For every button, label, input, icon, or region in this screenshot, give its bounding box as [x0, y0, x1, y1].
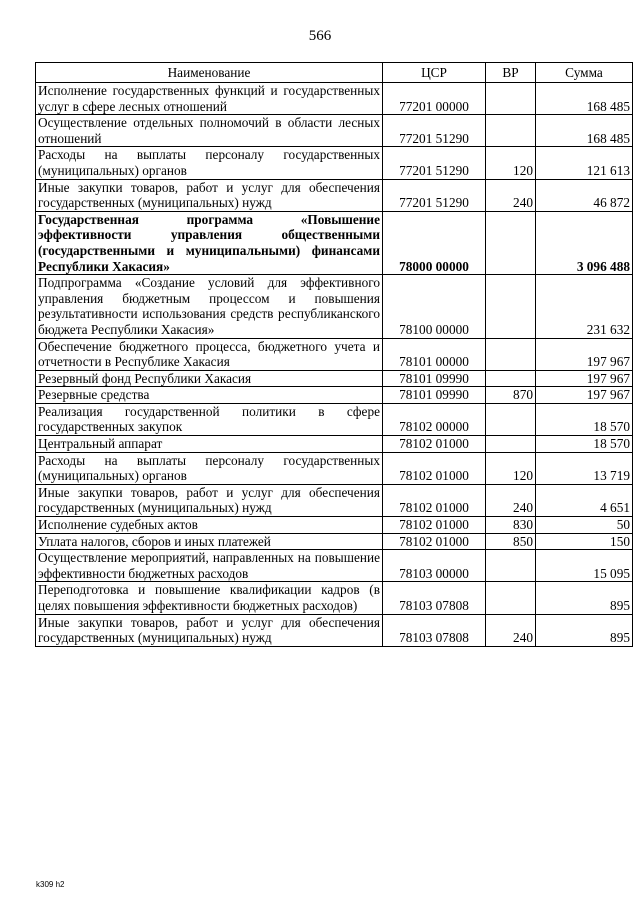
table-row	[36, 370, 633, 387]
cell-csr: 78100 00000	[383, 275, 486, 338]
table-row	[36, 582, 633, 614]
cell-csr: 78102 01000	[383, 517, 486, 534]
table-row	[36, 115, 633, 147]
cell-vr: 240	[486, 614, 536, 646]
cell-csr: 77201 00000	[383, 83, 486, 115]
header-name: Наименование	[36, 63, 383, 83]
table-row	[36, 275, 633, 338]
cell-sum: 18 570	[536, 403, 633, 435]
table-row	[36, 211, 633, 274]
cell-name: Осуществление мероприятий, направленных на повышение эффективности бюджетных расходов	[36, 550, 383, 582]
cell-vr	[486, 115, 536, 147]
cell-vr	[486, 338, 536, 370]
budget-table	[35, 62, 633, 647]
cell-name: Резервный фонд Республики Хакасия	[36, 370, 383, 387]
cell-csr: 78000 00000	[383, 211, 486, 274]
cell-name: Подпрограмма «Создание условий для эффективного управления бюджетным процессом и повышения результативности использования средств республиканского бюджета Республики Хакасия»	[36, 275, 383, 338]
cell-sum: 895	[536, 582, 633, 614]
table-row	[36, 179, 633, 211]
table-row	[36, 517, 633, 534]
table-row	[36, 387, 633, 404]
table-header-row	[36, 63, 633, 83]
cell-vr	[486, 550, 536, 582]
page-number: 566	[308, 28, 332, 44]
cell-csr: 78101 09990	[383, 370, 486, 387]
cell-sum: 231 632	[536, 275, 633, 338]
table-row	[36, 83, 633, 115]
cell-name: Центральный аппарат	[36, 436, 383, 453]
table-body	[36, 83, 633, 647]
header-vr: ВР	[486, 63, 536, 83]
cell-vr	[486, 403, 536, 435]
cell-sum: 197 967	[536, 338, 633, 370]
cell-sum: 895	[536, 614, 633, 646]
cell-name: Расходы на выплаты персоналу государственных (муниципальных) органов	[36, 452, 383, 484]
cell-name: Иные закупки товаров, работ и услуг для обеспечения государственных (муниципальных) нужд	[36, 179, 383, 211]
cell-name: Расходы на выплаты персоналу государственных (муниципальных) органов	[36, 147, 383, 179]
cell-vr	[486, 370, 536, 387]
cell-csr: 78101 09990	[383, 387, 486, 404]
cell-sum: 46 872	[536, 179, 633, 211]
footer-code: k309 h2	[36, 880, 65, 889]
cell-csr: 78102 00000	[383, 403, 486, 435]
cell-csr: 78102 01000	[383, 452, 486, 484]
cell-name: Переподготовка и повышение квалификации кадров (в целях повышения эффективности бюджетных расходов)	[36, 582, 383, 614]
header-csr: ЦСР	[383, 63, 486, 83]
cell-sum: 3 096 488	[536, 211, 633, 274]
cell-vr: 120	[486, 147, 536, 179]
cell-csr: 78103 00000	[383, 550, 486, 582]
cell-vr	[486, 83, 536, 115]
cell-sum: 15 095	[536, 550, 633, 582]
cell-name: Иные закупки товаров, работ и услуг для обеспечения государственных (муниципальных) нужд	[36, 614, 383, 646]
table-row	[36, 436, 633, 453]
cell-sum: 168 485	[536, 115, 633, 147]
cell-sum: 121 613	[536, 147, 633, 179]
cell-sum: 50	[536, 517, 633, 534]
cell-csr: 78102 01000	[383, 533, 486, 550]
cell-name: Исполнение государственных функций и государственных услуг в сфере лесных отношений	[36, 83, 383, 115]
cell-vr	[486, 582, 536, 614]
cell-vr: 870	[486, 387, 536, 404]
cell-vr: 850	[486, 533, 536, 550]
cell-name: Уплата налогов, сборов и иных платежей	[36, 533, 383, 550]
table-row	[36, 484, 633, 516]
table-row	[36, 338, 633, 370]
cell-csr: 78102 01000	[383, 484, 486, 516]
cell-csr: 77201 51290	[383, 147, 486, 179]
cell-name: Осуществление отдельных полномочий в области лесных отношений	[36, 115, 383, 147]
table-row	[36, 614, 633, 646]
table-row	[36, 452, 633, 484]
cell-name: Иные закупки товаров, работ и услуг для обеспечения государственных (муниципальных) нужд	[36, 484, 383, 516]
cell-csr: 77201 51290	[383, 115, 486, 147]
cell-sum: 168 485	[536, 83, 633, 115]
cell-csr: 78103 07808	[383, 614, 486, 646]
cell-csr: 78103 07808	[383, 582, 486, 614]
cell-vr: 240	[486, 484, 536, 516]
cell-sum: 197 967	[536, 370, 633, 387]
cell-sum: 18 570	[536, 436, 633, 453]
cell-vr	[486, 275, 536, 338]
table-row	[36, 533, 633, 550]
cell-name: Реализация государственной политики в сфере государственных закупок	[36, 403, 383, 435]
cell-vr: 240	[486, 179, 536, 211]
cell-sum: 197 967	[536, 387, 633, 404]
table-row	[36, 403, 633, 435]
table-row	[36, 147, 633, 179]
table-row	[36, 550, 633, 582]
cell-name: Резервные средства	[36, 387, 383, 404]
cell-csr: 78101 00000	[383, 338, 486, 370]
cell-vr	[486, 436, 536, 453]
cell-csr: 77201 51290	[383, 179, 486, 211]
cell-sum: 13 719	[536, 452, 633, 484]
cell-name: Государственная программа «Повышение эффективности управления общественными (государственными и муниципальными) финансами Республики Хакасия»	[36, 211, 383, 274]
cell-sum: 4 651	[536, 484, 633, 516]
cell-name: Обеспечение бюджетного процесса, бюджетного учета и отчетности в Республике Хакасия	[36, 338, 383, 370]
cell-vr: 120	[486, 452, 536, 484]
cell-csr: 78102 01000	[383, 436, 486, 453]
header-sum: Сумма	[536, 63, 633, 83]
cell-name: Исполнение судебных актов	[36, 517, 383, 534]
cell-vr	[486, 211, 536, 274]
cell-vr: 830	[486, 517, 536, 534]
cell-sum: 150	[536, 533, 633, 550]
